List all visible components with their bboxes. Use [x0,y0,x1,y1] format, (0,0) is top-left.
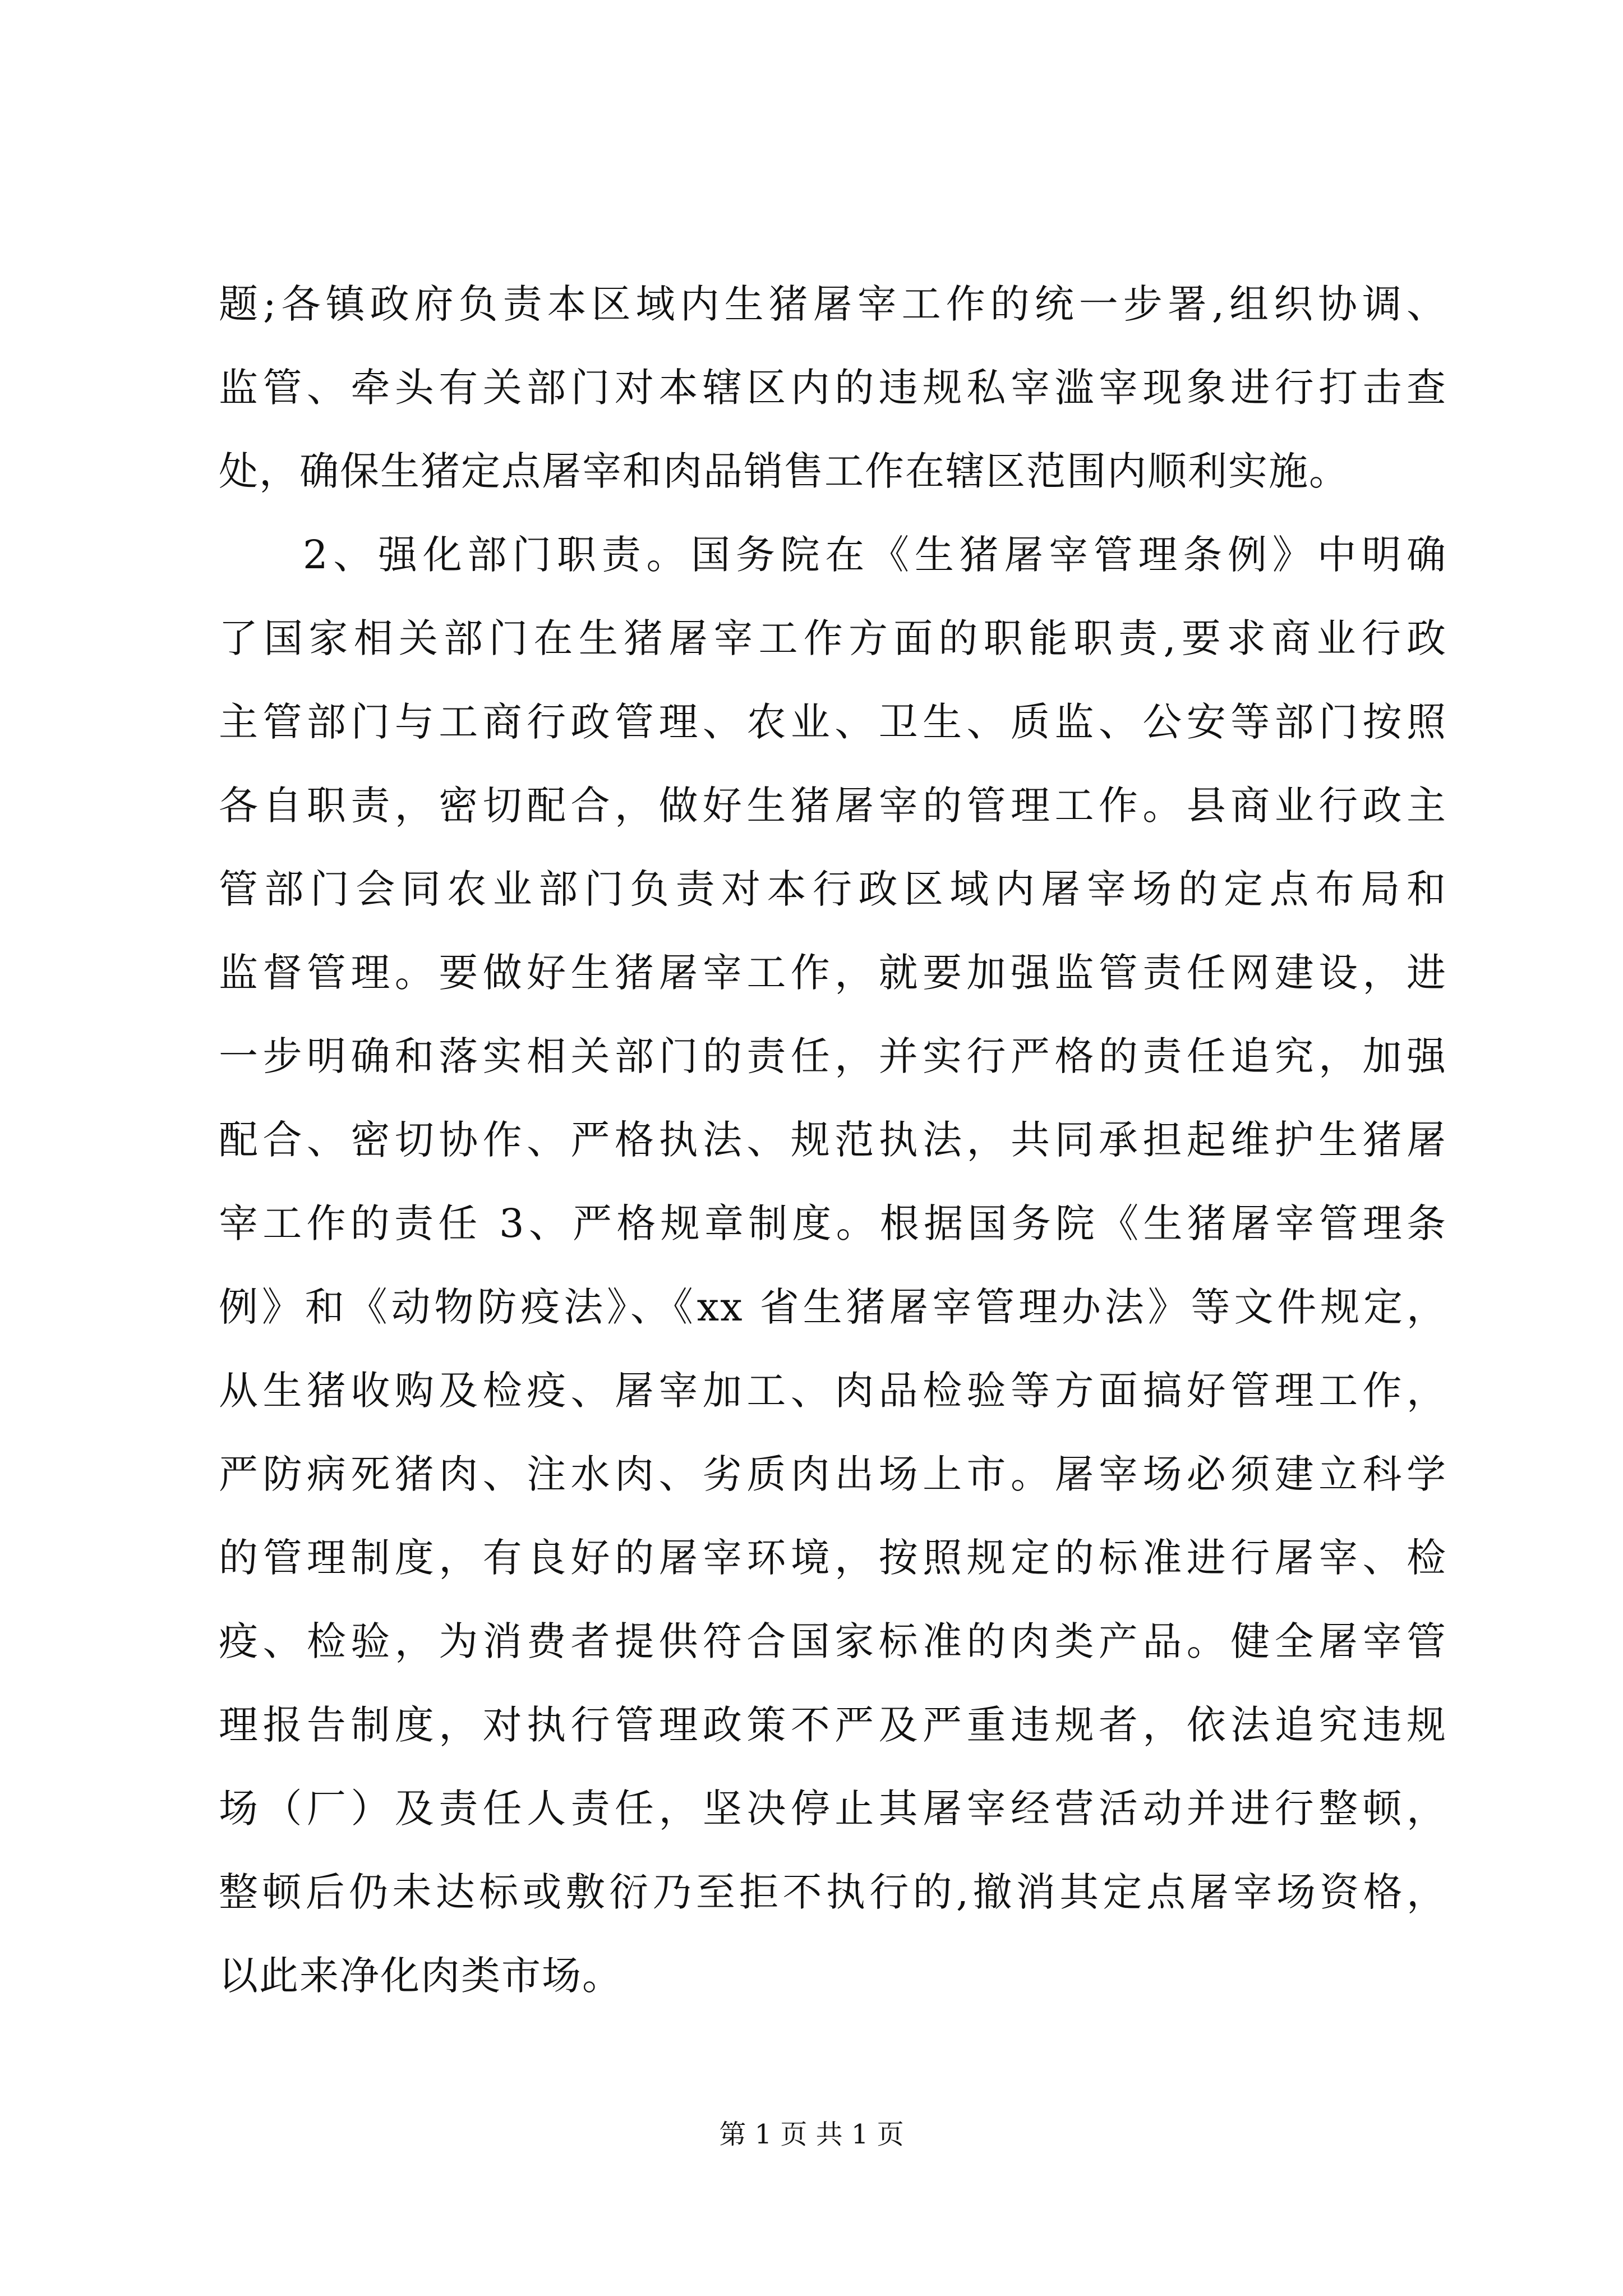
body-line: 以此来净化肉类市场。 [219,1953,623,1999]
body-line: 整顿后仍未达标或敷衍乃至拒不执行的,撤消其定点屠宰场资格， [219,1869,1447,1915]
body-line: 配合、密切协作、严格执法、规范执法，共同承担起维护生猪屠 [219,1117,1447,1163]
body-line: 管部门会同农业部门负责对本行政区域内屠宰场的定点布局和 [219,866,1447,912]
body-line: 宰工作的责任 3、严格规章制度。根据国务院《生猪屠宰管理条 [219,1200,1447,1246]
body-line: 理报告制度，对执行管理政策不严及严重违规者，依法追究违规 [219,1702,1447,1748]
body-line: 场（厂）及责任人责任，坚决停止其屠宰经营活动并进行整顿， [219,1786,1447,1832]
body-line-paragraph-start: 2、强化部门职责。国务院在《生猪屠宰管理条例》中明确 [303,532,1447,578]
body-line: 监管、牵头有关部门对本辖区内的违规私宰滥宰现象进行打击查 [219,365,1447,411]
body-line: 主管部门与工商行政管理、农业、卫生、质监、公安等部门按照 [219,699,1447,745]
body-line: 的管理制度，有良好的屠宰环境，按照规定的标准进行屠宰、检 [219,1535,1447,1581]
body-line: 从生猪收购及检疫、屠宰加工、肉品检验等方面搞好管理工作， [219,1368,1447,1414]
body-line: 题;各镇政府负责本区域内生猪屠宰工作的统一步署,组织协调、 [219,281,1447,327]
body-line: 例》和《动物防疫法》、《xx 省生猪屠宰管理办法》等文件规定， [219,1284,1447,1330]
body-line: 了国家相关部门在生猪屠宰工作方面的职能职责,要求商业行政 [219,615,1447,661]
body-line: 一步明确和落实相关部门的责任，并实行严格的责任追究，加强 [219,1033,1447,1079]
body-line: 处，确保生猪定点屠宰和肉品销售工作在辖区范围内顺利实施。 [219,448,1349,494]
body-line: 监督管理。要做好生猪屠宰工作，就要加强监管责任网建设，进 [219,950,1447,996]
page-number-footer: 第 1 页 共 1 页 [719,2119,904,2150]
body-line: 各自职责，密切配合，做好生猪屠宰的管理工作。县商业行政主 [219,783,1447,829]
document-body [219,263,1447,2018]
body-line: 严防病死猪肉、注水肉、劣质肉出场上市。屠宰场必须建立科学 [219,1451,1447,1497]
body-line: 疫、检验，为消费者提供符合国家标准的肉类产品。健全屠宰管 [219,1618,1447,1664]
